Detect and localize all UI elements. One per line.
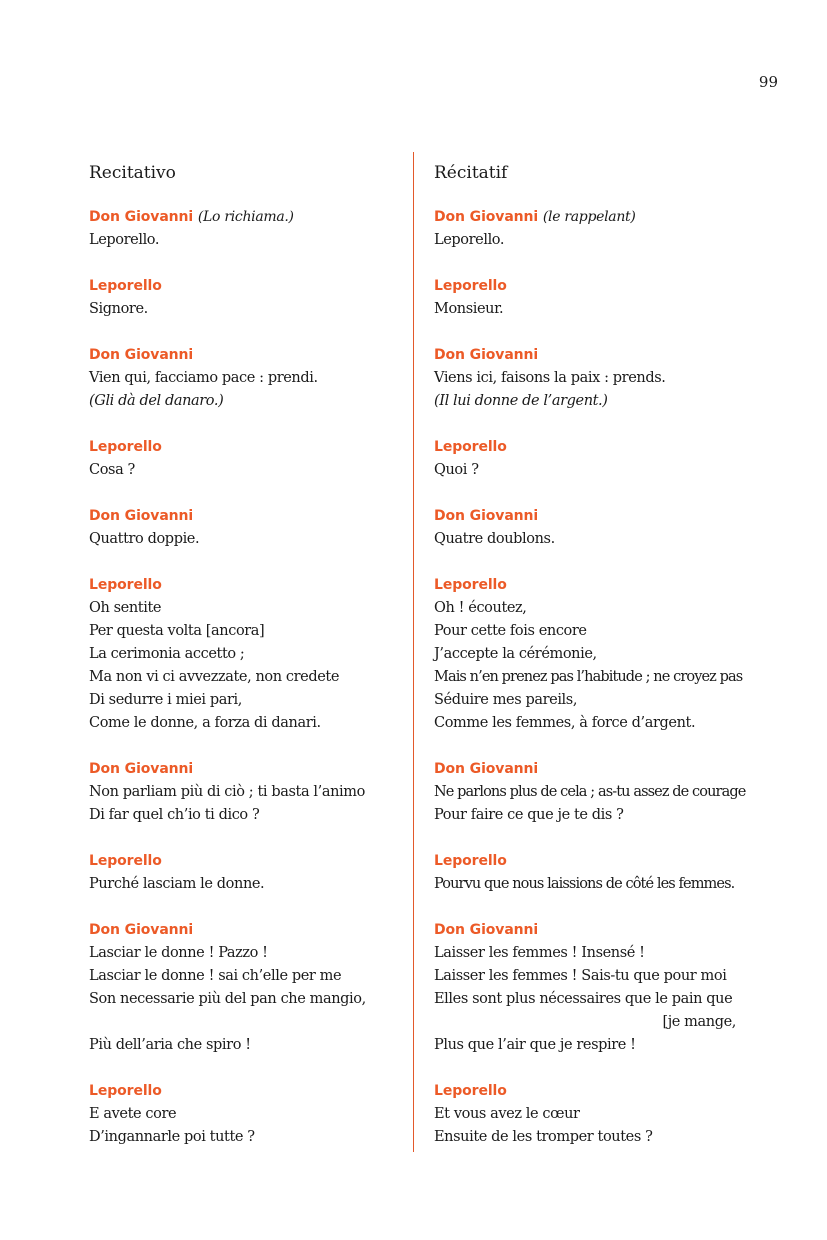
dialogue-line: Leporello.	[434, 232, 505, 248]
dialogue-line: Et vous avez le cœur	[434, 1106, 580, 1122]
dialogue-block	[434, 850, 774, 896]
speaker-name: Don Giovanni (Lo richiama.)	[89, 209, 294, 225]
dialogue-block	[89, 574, 409, 735]
page-number: 99	[758, 73, 778, 91]
speaker-name: Don Giovanni	[89, 347, 194, 363]
speaker-name: Leporello	[89, 439, 162, 455]
speaker-name: Leporello	[434, 577, 507, 593]
dialogue-line: Séduire mes pareils,	[434, 692, 578, 708]
dialogue-block	[89, 919, 409, 1057]
column-divider	[413, 152, 414, 1152]
stage-direction: (Lo richiama.)	[197, 209, 294, 225]
speaker-name: Leporello	[434, 1083, 507, 1099]
dialogue-block	[434, 275, 774, 321]
dialogue-block	[434, 505, 774, 551]
blank-line	[89, 1011, 409, 1034]
dialogue-block	[89, 436, 409, 482]
speaker-name: Don Giovanni	[434, 761, 539, 777]
dialogue-line: Ma non vi ci avvezzate, non credete	[89, 669, 340, 685]
speaker-name: Leporello	[89, 853, 162, 869]
stage-direction: (le rappelant)	[542, 209, 636, 225]
speaker-name: Leporello	[434, 439, 507, 455]
dialogue-line: J’accepte la cérémonie,	[434, 646, 597, 662]
speaker-name: Don Giovanni	[434, 508, 539, 524]
dialogue-line: Quattro doppie.	[89, 531, 200, 547]
stage-direction: (Il lui donne de l’argent.)	[434, 393, 608, 409]
dialogue-line: Laisser les femmes ! Insensé !	[434, 945, 645, 961]
dialogue-block	[89, 850, 409, 896]
dialogue-line: Monsieur.	[434, 301, 504, 317]
dialogue-line: Come le donne, a forza di danari.	[89, 715, 321, 731]
dialogue-line: Lasciar le donne ! Pazzo !	[89, 945, 268, 961]
dialogue-line: Viens ici, faisons la paix : prends.	[434, 370, 666, 386]
speaker-name: Don Giovanni (le rappelant)	[434, 209, 636, 225]
dialogue-block	[434, 344, 774, 413]
dialogue-line: Comme les femmes, à force d’argent.	[434, 715, 696, 731]
dialogue-line: Quatre doublons.	[434, 531, 555, 547]
dialogue-block	[434, 206, 774, 252]
speaker-name: Leporello	[434, 853, 507, 869]
dialogue-block	[89, 1080, 409, 1149]
dialogue-block	[434, 758, 774, 827]
speaker-name: Don Giovanni	[89, 508, 194, 524]
dialogue-line: Cosa ?	[89, 462, 135, 478]
dialogue-line: Elles sont plus nécessaires que le pain que	[434, 991, 733, 1007]
dialogue-block	[434, 574, 774, 735]
speaker-name: Don Giovanni	[434, 922, 539, 938]
dialogue-line: La cerimonia accetto ;	[89, 646, 245, 662]
dialogue-line: Laisser les femmes ! Sais-tu que pour moi	[434, 968, 727, 984]
stage-direction: (Gli dà del danaro.)	[89, 393, 224, 409]
dialogue-block	[434, 436, 774, 482]
dialogue-line: Signore.	[89, 301, 148, 317]
dialogue-block	[89, 758, 409, 827]
speaker-name: Don Giovanni	[89, 922, 194, 938]
speaker-name: Don Giovanni	[434, 347, 539, 363]
dialogue-line: Ensuite de les tromper toutes ?	[434, 1129, 653, 1145]
dialogue-block	[434, 1080, 774, 1149]
dialogue-line: Lasciar le donne ! sai ch’elle per me	[89, 968, 342, 984]
dialogue-line: Vien qui, facciamo pace : prendi.	[89, 370, 318, 386]
dialogue-line: Oh sentite	[89, 600, 162, 616]
column-title: Récitatif	[434, 163, 508, 183]
dialogue-line: Di sedurre i miei pari,	[89, 692, 242, 708]
speaker-name: Don Giovanni	[89, 761, 194, 777]
dialogue-line: Ne parlons plus de cela ; as-tu assez de courage	[434, 784, 746, 800]
dialogue-line: Quoi ?	[434, 462, 479, 478]
dialogue-line: D’ingannarle poi tutte ?	[89, 1129, 255, 1145]
speaker-name: Leporello	[434, 278, 507, 294]
dialogue-line: Pour faire ce que je te dis ?	[434, 807, 624, 823]
dialogue-line: Non parliam più di ciò ; ti basta l’animo	[89, 784, 365, 800]
dialogue-line: Plus que l’air que je respire !	[434, 1037, 636, 1053]
speaker-name: Leporello	[89, 1083, 162, 1099]
dialogue-line: Più dell’aria che spiro !	[89, 1037, 251, 1053]
speaker-name: Leporello	[89, 577, 162, 593]
dialogue-line: E avete core	[89, 1106, 177, 1122]
dialogue-block	[434, 919, 774, 1057]
dialogue-line: Di far quel ch’io ti dico ?	[89, 807, 260, 823]
dialogue-block	[89, 275, 409, 321]
dialogue-line: Purché lasciam le donne.	[89, 876, 265, 892]
column-title: Recitativo	[89, 163, 176, 183]
dialogue-line: Leporello.	[89, 232, 160, 248]
dialogue-line: Oh ! écoutez,	[434, 600, 527, 616]
dialogue-line: Per questa volta [ancora]	[89, 623, 265, 639]
dialogue-block	[89, 505, 409, 551]
dialogue-line: Pourvu que nous laissions de côté les femmes.	[434, 876, 735, 892]
dialogue-line: Mais n’en prenez pas l’habitude ; ne croyez pas	[434, 669, 743, 685]
dialogue-block	[89, 206, 409, 252]
overflow-line: [je mange,	[662, 1014, 736, 1030]
speaker-name: Leporello	[89, 278, 162, 294]
dialogue-line: Pour cette fois encore	[434, 623, 587, 639]
dialogue-line: Son necessarie più del pan che mangio,	[89, 991, 366, 1007]
dialogue-block	[89, 344, 409, 413]
italian-column	[89, 160, 409, 1172]
french-column	[434, 160, 774, 1172]
